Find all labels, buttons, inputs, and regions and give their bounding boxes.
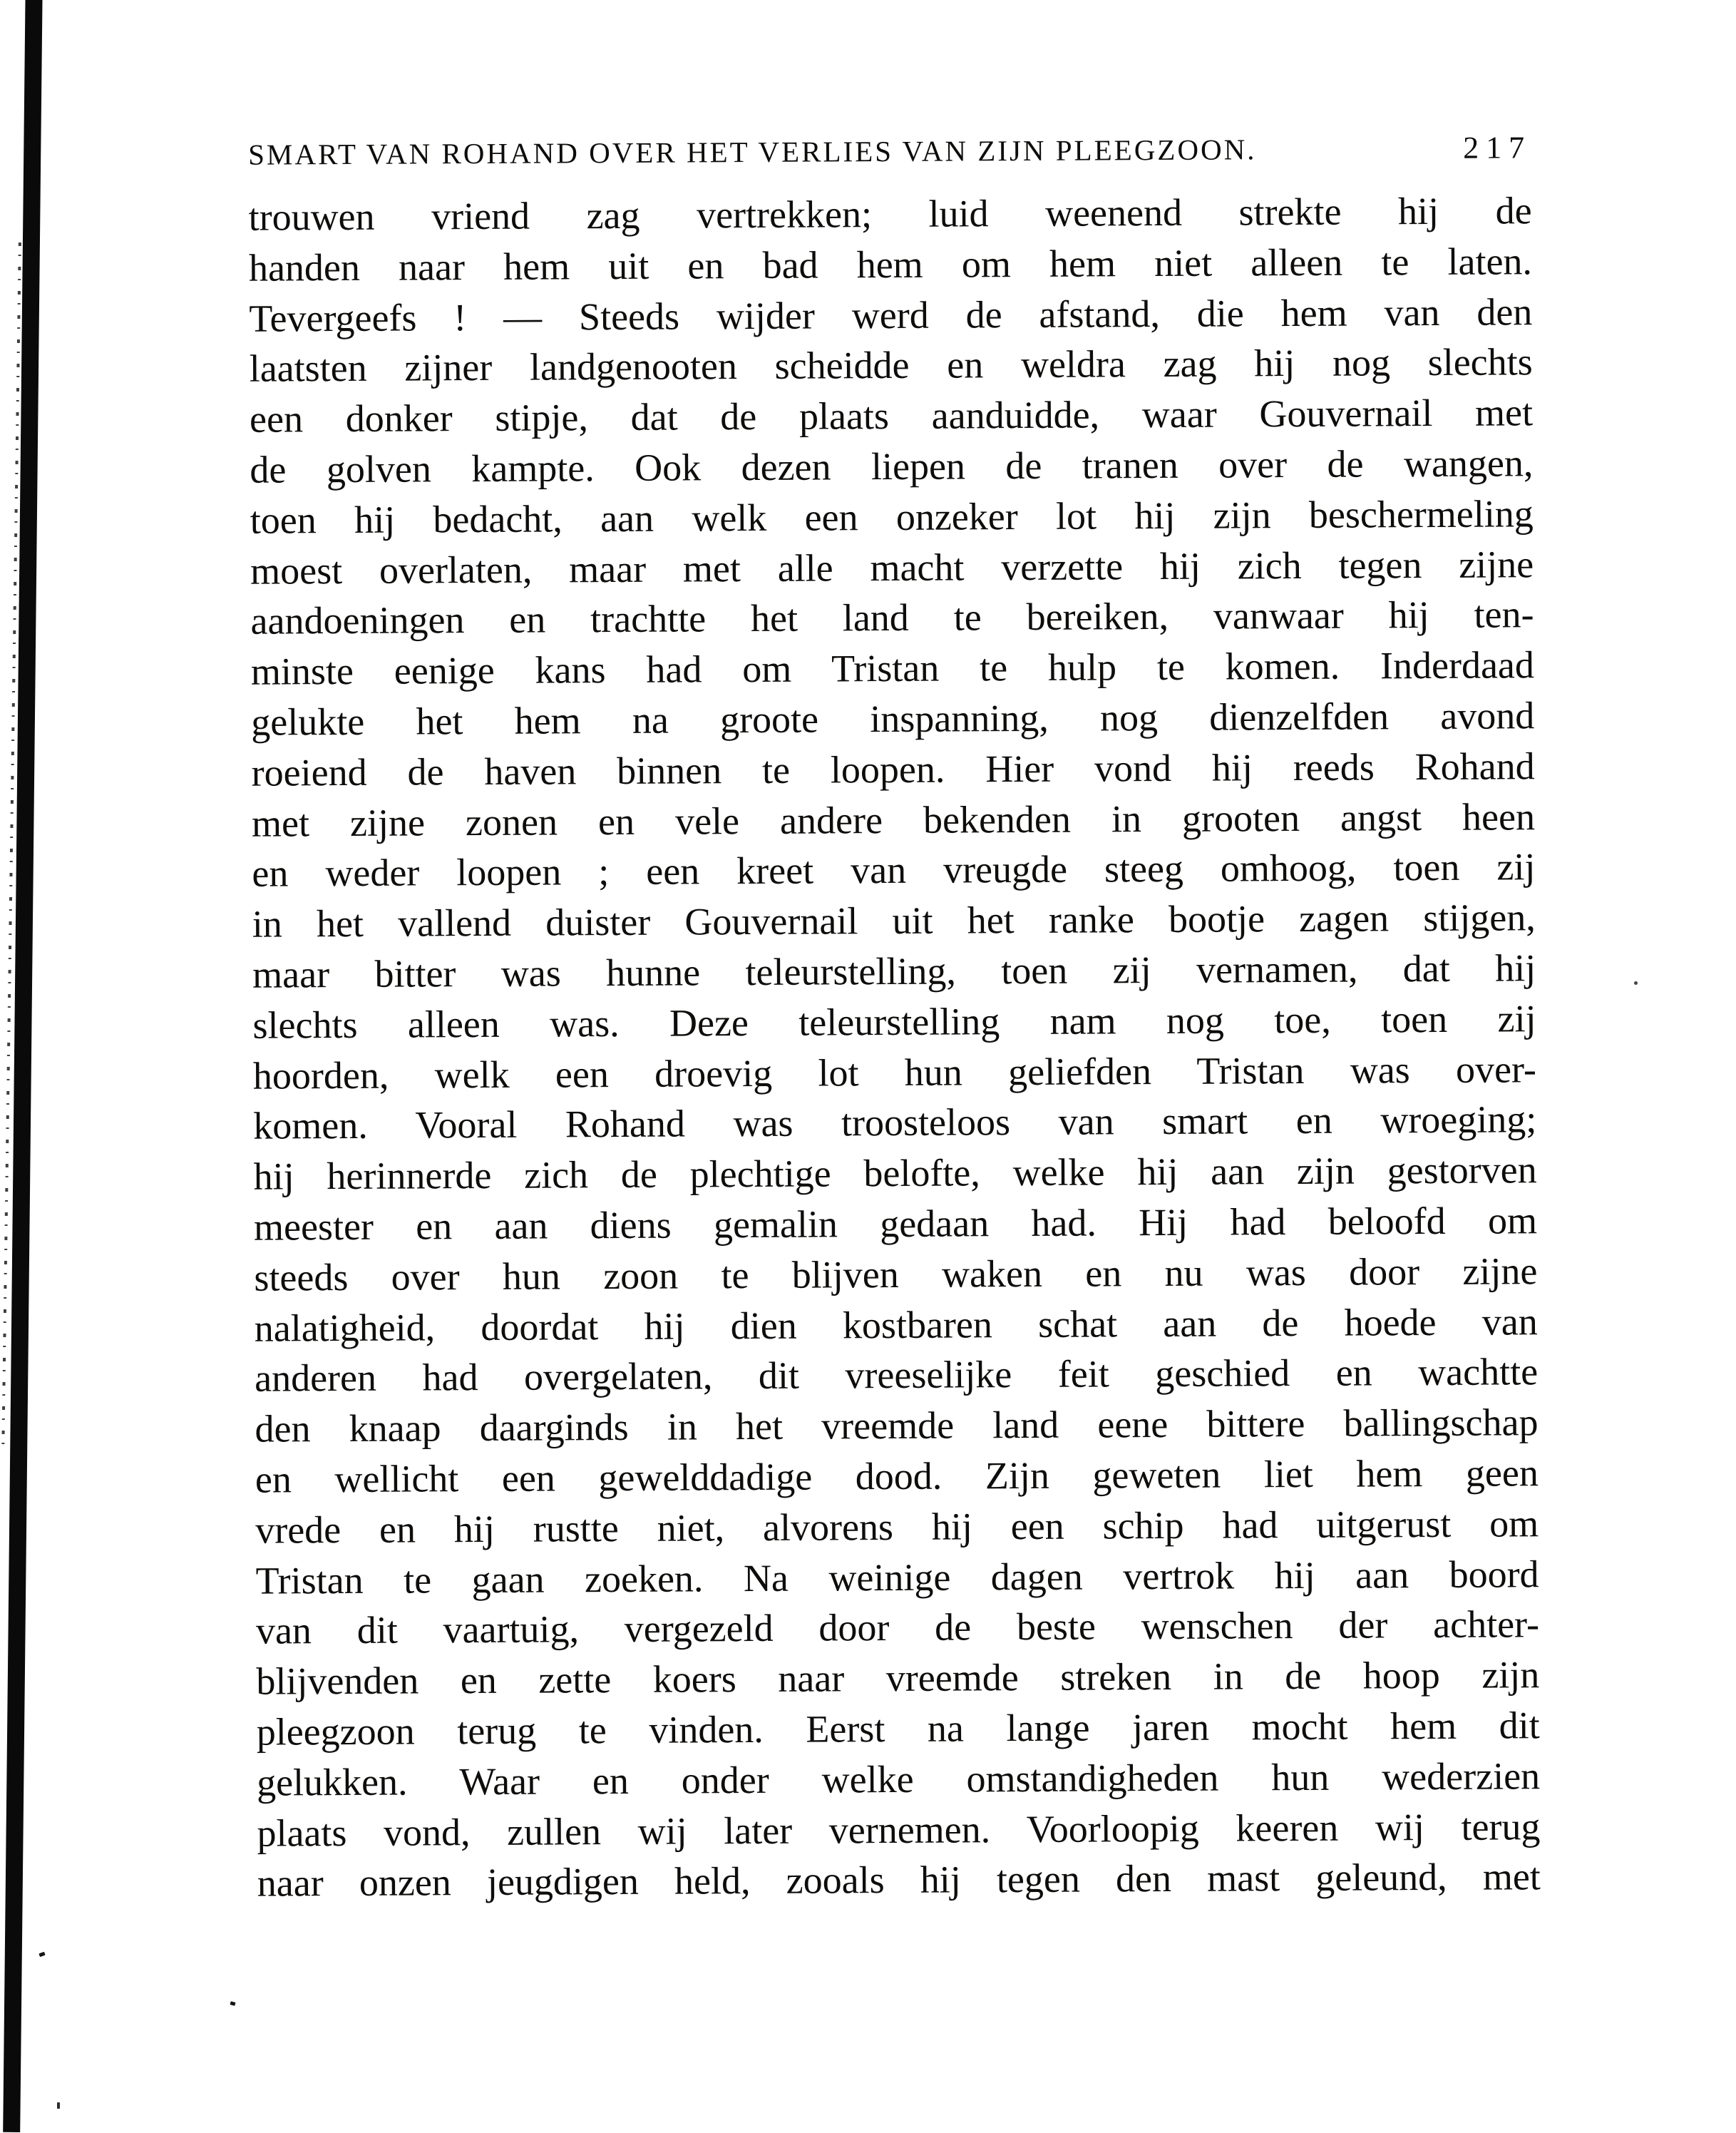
text-line: toen hij bedacht, aan welk een onzeker lot hij zijn beschermeling: [250, 492, 1534, 542]
text-line: steeds over hun zoon te blijven waken en nu was door zijne: [254, 1249, 1538, 1299]
text-line: handen naar hem uit en bad hem om hem niet alleen te laten.: [248, 240, 1533, 290]
page-content: [248, 129, 1541, 1908]
text-line: blijvenden en zette koers naar vreemde streken in de hoop zijn: [256, 1653, 1540, 1703]
text-line: laatsten zijner landgenooten scheidde en weldra zag hij nog slechts: [249, 340, 1533, 391]
text-line: komen. Vooral Rohand was troosteloos van smart en wroeging;: [253, 1098, 1537, 1148]
scan-speckle: [57, 2102, 60, 2109]
text-line: nalatigheid, doordat hij dien kostbaren schat aan de hoede van: [254, 1299, 1538, 1350]
text-line: de golven kampte. Ook dezen liepen de tranen over de wangen,: [250, 441, 1534, 491]
text-line: van dit vaartuig, vergezeld door de beste wenschen der achter-: [255, 1602, 1540, 1652]
page-number: 217: [1462, 130, 1532, 165]
text-line: gelukken. Waar en onder welke omstandigheden hun wederzien: [256, 1754, 1541, 1804]
text-line: pleegzoon terug te vinden. Eerst na lange jaren mocht hem dit: [256, 1704, 1540, 1754]
text-line: meester en aan diens gemalin gedaan had. Hij had beloofd om: [253, 1199, 1538, 1249]
body-text: [248, 185, 1541, 1908]
text-line: en weder loopen ; een kreet van vreugde steeg omhoog, toen zij: [252, 845, 1536, 896]
text-line: anderen had overgelaten, dit vreeselijke feit geschied en wachtte: [254, 1350, 1539, 1401]
text-line: moest overlaten, maar met alle macht verzette hij zich tegen zijne: [250, 542, 1534, 593]
text-line: aandoeningen en trachtte het land te bereiken, vanwaar hij ten-: [250, 593, 1534, 643]
text-line: minste eenige kans had om Tristan te hulp te komen. Inderdaad: [250, 643, 1535, 693]
text-line: plaats vond, zullen wij later vernemen. Voorloopig keeren wij terug: [257, 1804, 1541, 1855]
text-line: hoorden, welk een droevig lot hun geliefden Tristan was over-: [252, 1047, 1537, 1098]
text-line: naar onzen jeugdigen held, zooals hij tegen den mast geleund, met: [257, 1855, 1541, 1905]
text-line: in het vallend duister Gouvernail uit het ranke bootje zagen stijgen,: [252, 896, 1536, 946]
text-line: den knaap daarginds in het vreemde land eene bittere ballingschap: [255, 1401, 1539, 1451]
text-line: hij herinnerde zich de plechtige belofte, welke hij aan zijn gestorven: [253, 1148, 1537, 1198]
text-line: roeiend de haven binnen te loopen. Hier vond hij reeds Rohand: [251, 745, 1535, 794]
text-line: Tristan te gaan zoeken. Na weinige dagen vertrok hij aan boord: [255, 1552, 1539, 1602]
text-line: met zijne zonen en vele andere bekenden in grooten angst heen: [251, 794, 1536, 845]
text-line: vrede en hij rustte niet, alvorens hij een schip had uitgerust om: [255, 1501, 1539, 1552]
text-line: gelukte het hem na groote inspanning, nog dienzelfden avond: [251, 694, 1535, 744]
text-line: een donker stipje, dat de plaats aanduidde, waar Gouvernail met: [249, 391, 1534, 441]
text-line: trouwen vriend zag vertrekken; luid weenend strekte hij de: [248, 189, 1532, 239]
text-line: slechts alleen was. Deze teleurstelling nam nog toe, toen zij: [252, 997, 1536, 1047]
scan-speckle: [38, 1952, 45, 1957]
running-header: [248, 129, 1531, 172]
text-line: maar bitter was hunne teleurstelling, toen zij vernamen, dat hij: [252, 946, 1536, 996]
scan-speckle: [1634, 981, 1638, 985]
text-line: Tevergeefs ! — Steeds wijder werd de afstand, die hem van den: [249, 290, 1533, 340]
scan-speckle: [230, 2001, 235, 2006]
text-line: en wellicht een gewelddadige dood. Zijn geweten liet hem geen: [255, 1451, 1539, 1501]
running-header-title: SMART VAN ROHAND OVER HET VERLIES VAN ZIJN PLEEGZOON.: [248, 133, 1257, 171]
